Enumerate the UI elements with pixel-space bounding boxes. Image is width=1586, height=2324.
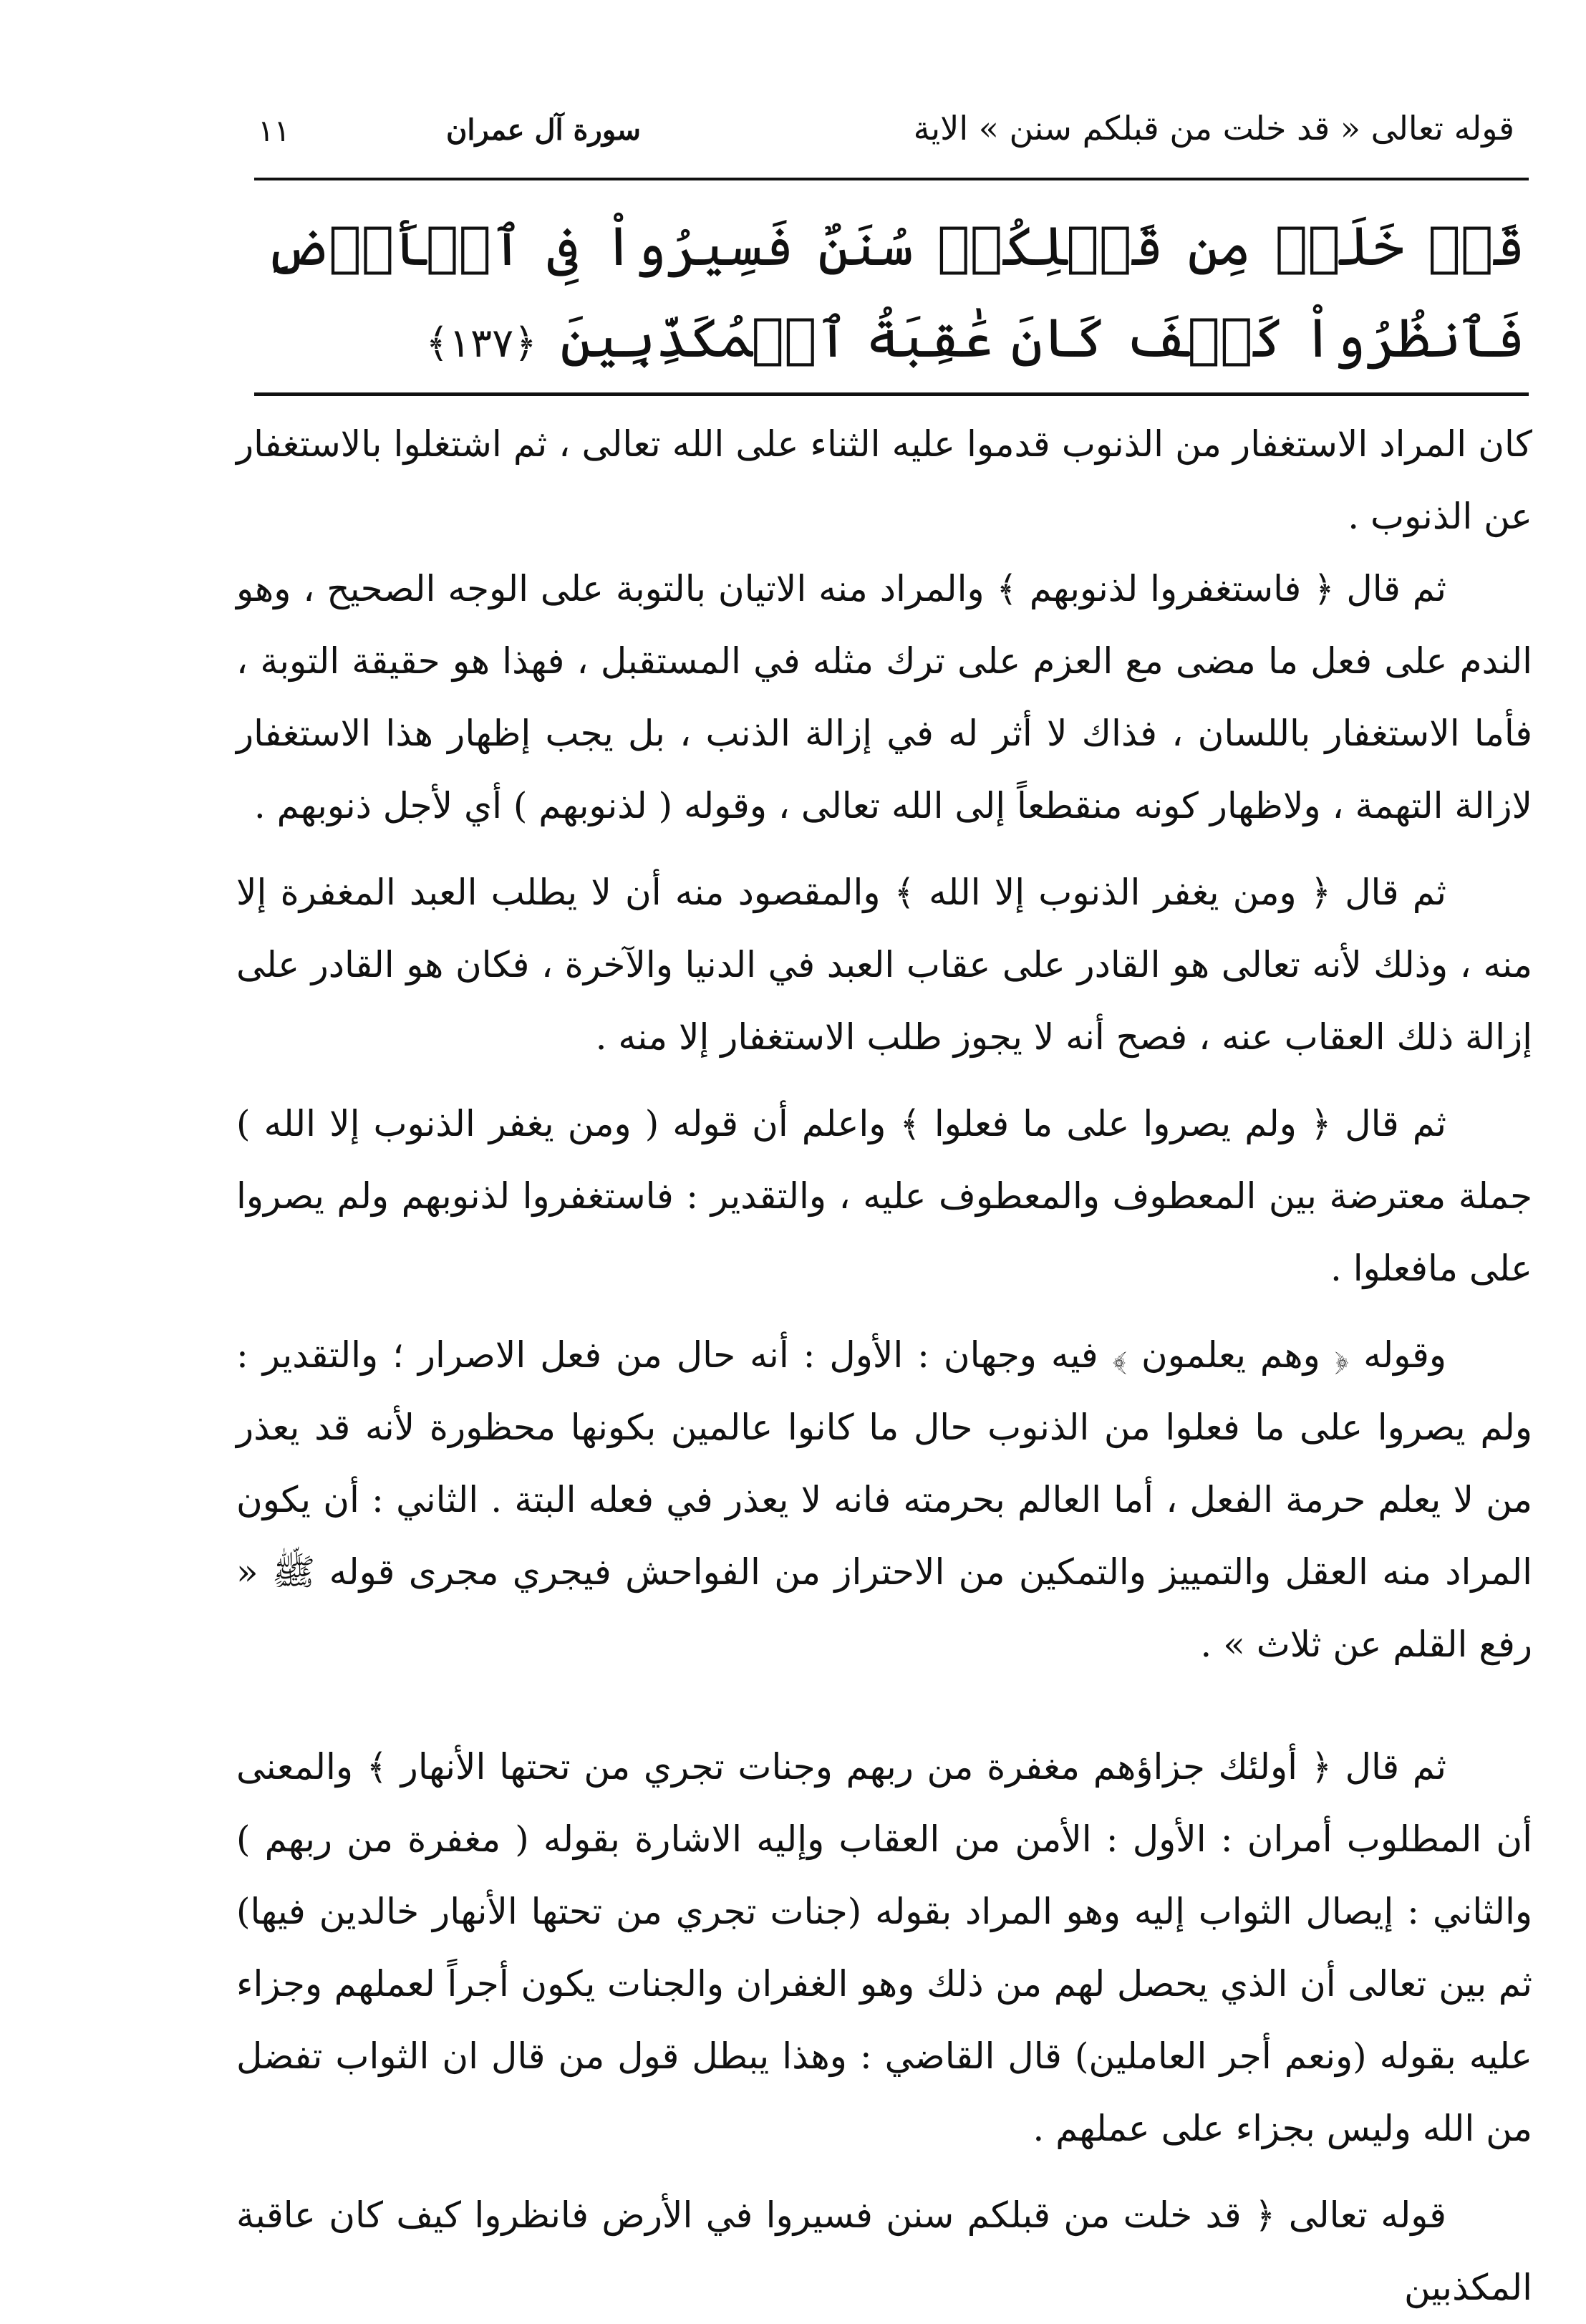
paragraph-5-text: وقوله ﴿ وهم يعلمون ﴾ فيه وجهان : الأول : أنه حال من فعل الاصرار ؛ والتقدير : ولم يصروا على ما فعلوا من الذنوب حال ما كانوا عالمين بكونها محظورة لأنه قد يعذر من لا يعلم حرمة الفعل ، أما العالم بحرمته فانه لا يعذر في فعله البتة . الثاني : أن يكون المراد منه العقل والتمييز والتمكين من الاحتراز من الفواحش فيجري مجرى قوله ﷺ « رفع القلم عن ثلاث » . [236, 1334, 1532, 1665]
paragraph-3-text: ثم قال ﴿ ومن يغفر الذنوب إلا الله ﴾ والمقصود منه أن لا يطلب العبد المغفرة إلا منه ، وذلك لأنه تعالى هو القادر على عقاب العبد في الدنيا والآخرة ، فكان هو القادر على إزالة ذلك العقاب عنه ، فصح أنه لا يجوز طلب الاستغفار إلا منه . [236, 872, 1532, 1058]
paragraph-4-text: ثم قال ﴿ ولم يصروا على ما فعلوا ﴾ واعلم أن قوله ( ومن يغفر الذنوب إلا الله ) جملة معترضة بين المعطوف والمعطوف عليه ، والتقدير : فاستغفروا لذنوبهم ولم يصروا على مافعلوا . [236, 1103, 1532, 1289]
paragraph-4 [236, 1088, 1532, 1305]
paragraph-6-text: ثم قال ﴿ أولئك جزاؤهم مغفرة من ربهم وجنات تجري من تحتها الأنهار ﴾ والمعنى أن المطلوب أمران : الأول : الأمن من العقاب وإليه الاشارة بقوله ( مغفرة من ربهم ) والثاني : إيصال الثواب إليه وهو المراد بقوله (جنات تجري من تحتها الأنهار خالدين فيها) ثم بين تعالى أن الذي يحصل لهم من ذلك وهو الغفران والجنات يكون أجراً لعملهم وجزاء عليه بقوله (ونعم أجر العاملين) قال القاضي : وهذا يبطل قول من قال ان الثواب تفضل من الله وليس بجزاء على عملهم . [236, 1746, 1532, 2149]
paragraph-2 [236, 553, 1532, 842]
paragraph-3 [236, 857, 1532, 1074]
paragraph-7-text: قوله تعالى ﴿ قد خلت من قبلكم سنن فسيروا في الأرض فانظروا كيف كان عاقبة المكذبين [236, 2194, 1532, 2308]
ayah-number-marker: ﴿١٣٧﴾ [425, 320, 538, 367]
surah-name: سورة آل عمران [445, 113, 641, 147]
quran-verse-block [265, 201, 1525, 387]
running-title: قوله تعالى « قد خلت من قبلكم سنن » الاية [913, 109, 1514, 148]
paragraph-5 [236, 1319, 1532, 1681]
paragraph-6 [236, 1731, 1532, 2165]
paragraph-7 [236, 2179, 1532, 2324]
page-number: ١١ [258, 113, 291, 148]
header-rule [254, 178, 1529, 180]
commentary-body [236, 408, 1532, 2308]
paragraph-2-text: ثم قال ﴿ فاستغفروا لذنوبهم ﴾ والمراد منه الاتيان بالتوبة على الوجه الصحيح ، وهو الندم على فعل ما مضى مع العزم على ترك مثله في المستقبل ، فهذا هو حقيقة التوبة ، فأما الاستغفار باللسان ، فذاك لا أثر له في إزالة الذنب ، بل يجب إظهار هذا الاستغفار لازالة التهمة ، ولاظهار كونه منقطعاً إلى الله تعالى ، وقوله ( لذنوبهم ) أي لأجل ذنوبهم . [236, 568, 1532, 826]
verse-rule [254, 392, 1529, 396]
page-header [254, 100, 1529, 168]
paragraph-1: كان المراد الاستغفار من الذنوب قدموا عليه الثناء على الله تعالى ، ثم اشتغلوا بالاستغفار عن الذنوب . [236, 423, 1532, 537]
quran-verse-text: قَدۡ خَلَتۡ مِن قَبۡلِكُمۡ سُنَنٌ فَسِيرُواْ فِى ٱلۡأَرۡضِ فَٱنظُرُواْ كَيۡفَ كَانَ عَٰقِبَةُ ٱلۡمُكَذِّبِينَ [265, 214, 1525, 370]
